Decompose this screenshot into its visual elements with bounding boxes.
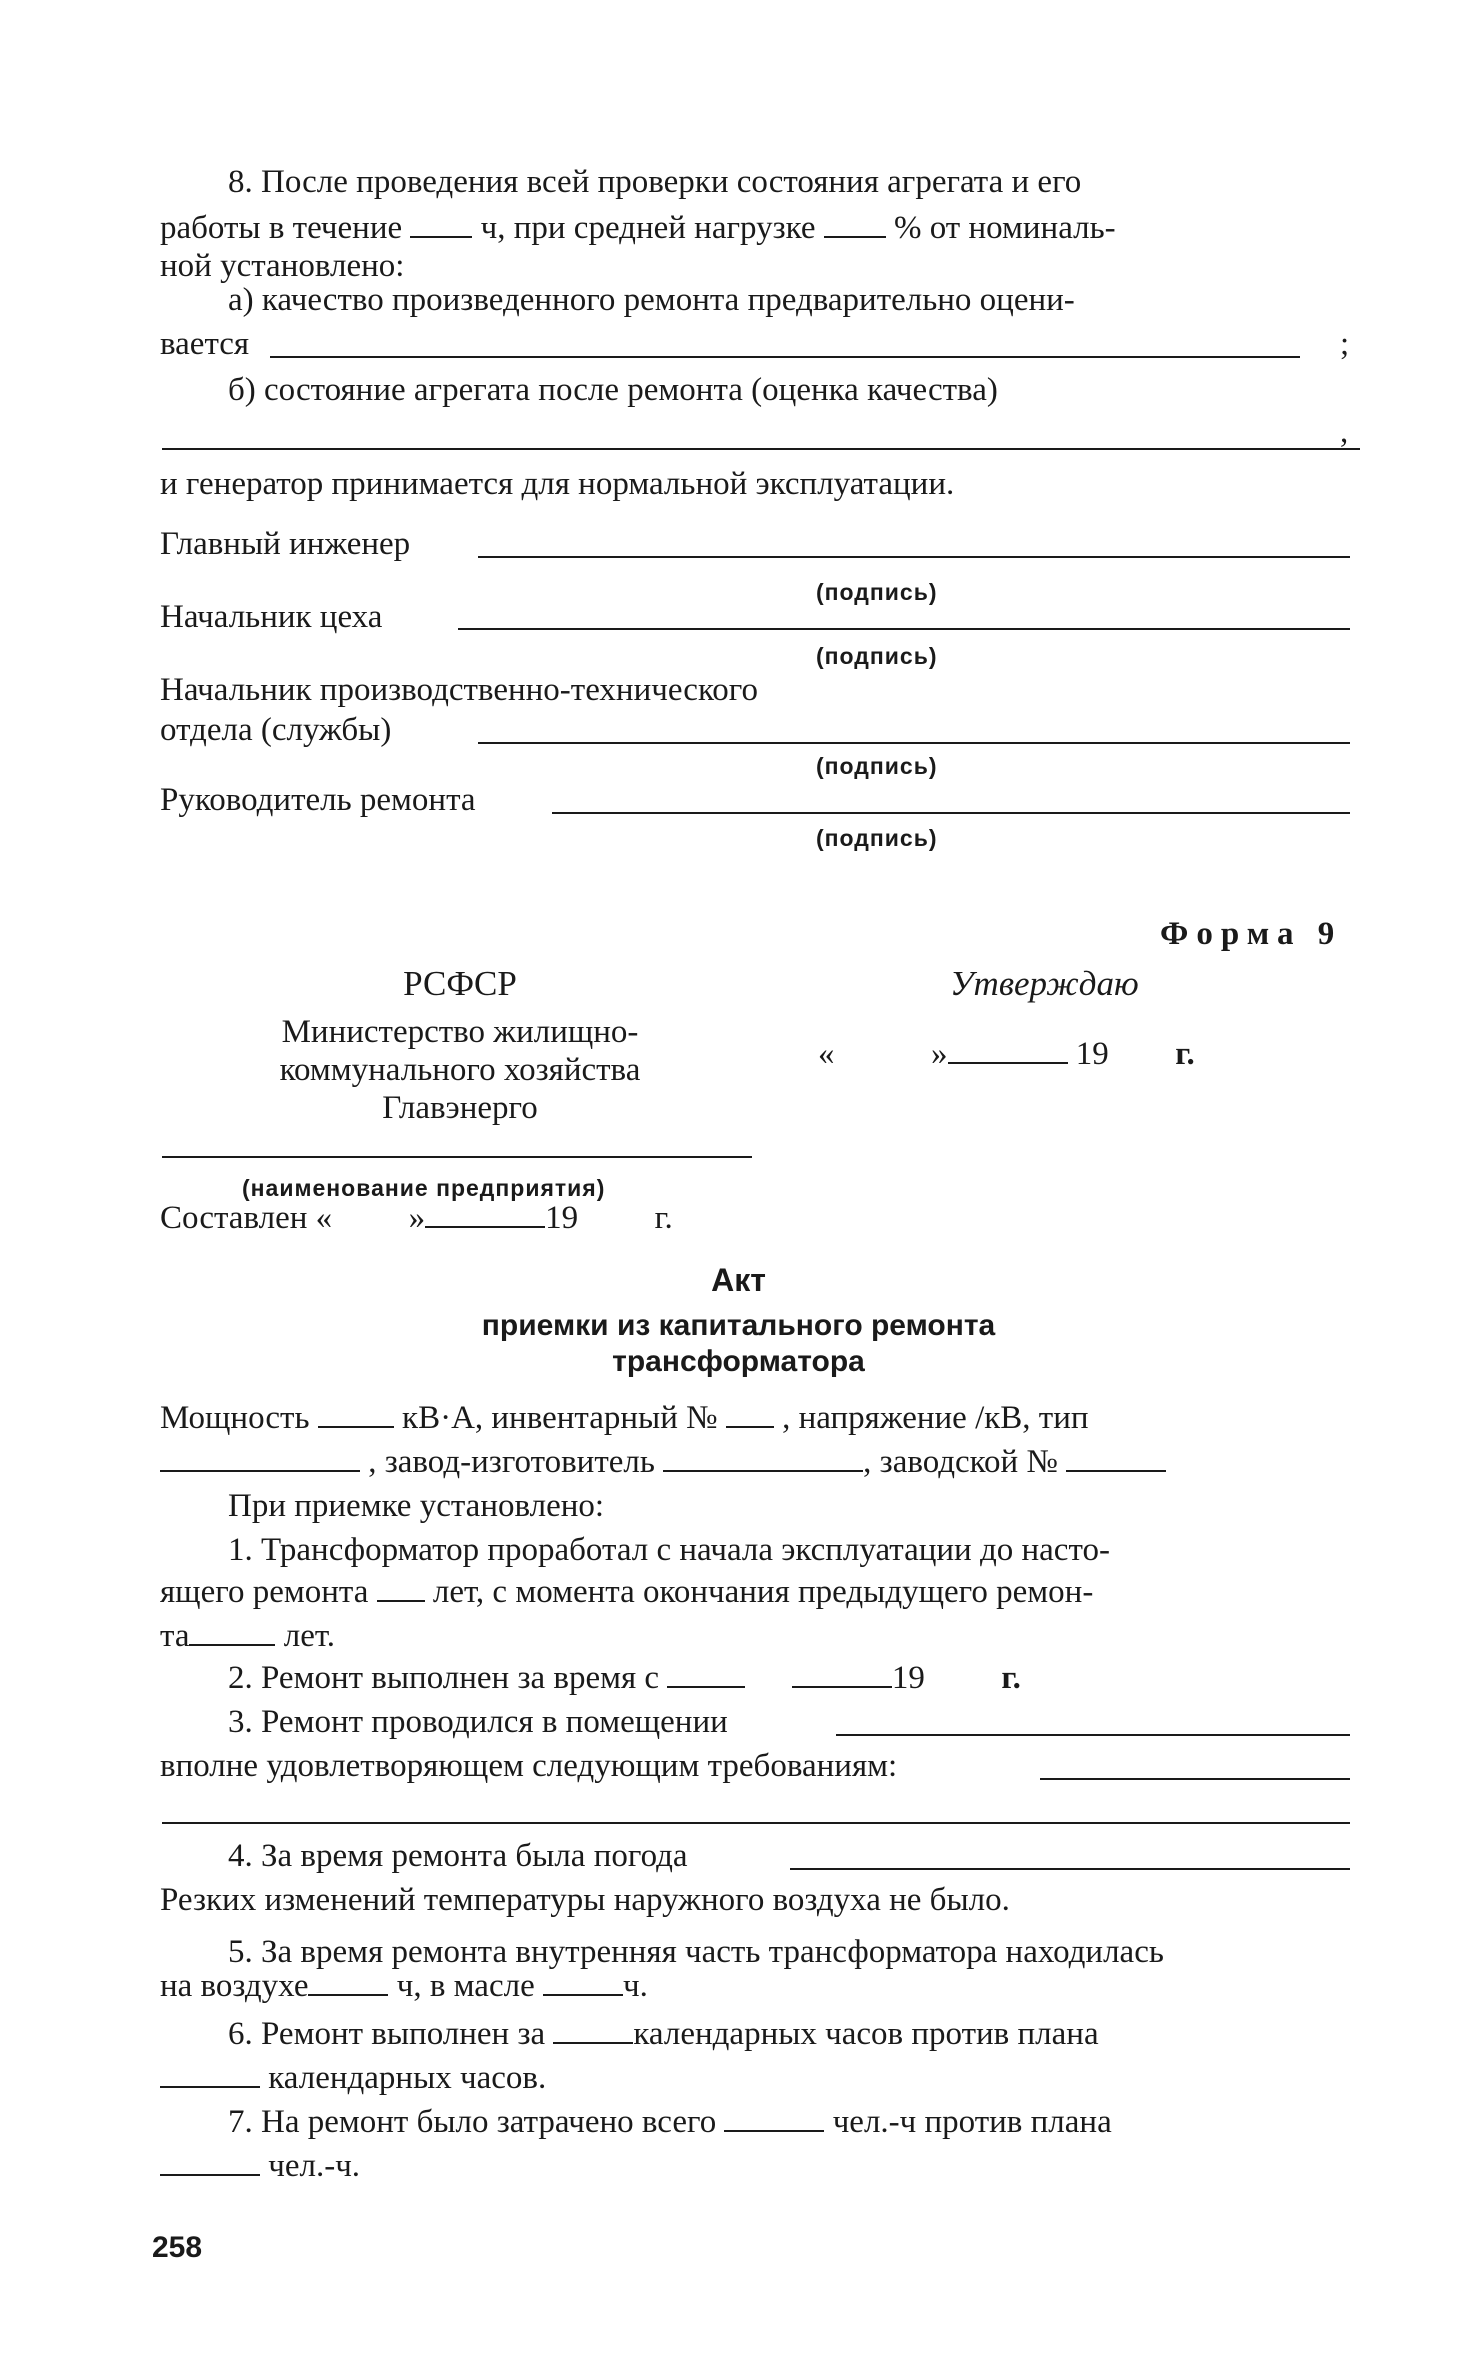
- inventory-no-blank[interactable]: [726, 1396, 774, 1428]
- page-number: 258: [152, 2231, 203, 2264]
- p7-line2: чел.-ч.: [160, 2144, 1357, 2188]
- signature-caption: (подпись): [816, 643, 938, 669]
- form-label: Форма 9: [1160, 916, 1343, 952]
- signature-caption: (подпись): [816, 753, 938, 779]
- shop-head-label: Начальник цеха: [160, 599, 383, 635]
- power-blank[interactable]: [318, 1396, 394, 1428]
- manufacturer-blank[interactable]: [663, 1440, 863, 1472]
- enterprise-name-line[interactable]: [162, 1156, 752, 1158]
- p2-line: 2. Ремонт выполнен за время с 19 г.: [228, 1656, 1357, 1700]
- section8-a-line1: а) качество произведенного ремонта предварительно оцени-: [228, 282, 1075, 318]
- weather-blank[interactable]: [790, 1868, 1350, 1870]
- signature-caption: (подпись): [816, 825, 938, 851]
- p5-line1: 5. За время ремонта внутренняя часть трансформатора находилась: [228, 1934, 1164, 1970]
- p3-requirements-line: вполне удовлетворяющем следующим требованиям:: [160, 1748, 898, 1784]
- repair-end-blank[interactable]: [792, 1656, 892, 1688]
- quality-blank[interactable]: [270, 356, 1300, 358]
- approve-label: Утверждаю: [950, 964, 1139, 1003]
- p6-line: 6. Ремонт выполнен за календарных часов против плана: [228, 2012, 1357, 2056]
- years-since-blank[interactable]: [189, 1614, 275, 1646]
- power-line: Мощность кВ·А, инвентарный № , напряжение /кВ, тип: [160, 1396, 1357, 1440]
- section8-b-line1: б) состояние агрегата после ремонта (оценка качества): [228, 372, 998, 408]
- section8-line3: ной установлено:: [160, 248, 405, 284]
- p3-line: 3. Ремонт проводился в помещении: [228, 1704, 728, 1740]
- established-label: При приемке установлено:: [228, 1488, 605, 1524]
- shop-head-signature-line[interactable]: [458, 628, 1350, 630]
- planned-hours-blank[interactable]: [160, 2056, 260, 2088]
- calendar-hours-blank[interactable]: [553, 2012, 633, 2044]
- chief-engineer-signature-line[interactable]: [478, 556, 1350, 558]
- requirements-blank-2[interactable]: [162, 1822, 1350, 1824]
- air-hours-blank[interactable]: [308, 1964, 388, 1996]
- section8-a-line2: вается: [160, 326, 250, 362]
- org-rsfsr: РСФСР: [403, 964, 517, 1003]
- years-blank[interactable]: [377, 1570, 425, 1602]
- composed-date-blank[interactable]: [425, 1196, 545, 1228]
- section8-line2: работы в течение ч, при средней нагрузке % от номиналь-: [160, 206, 1357, 250]
- requirements-blank[interactable]: [1040, 1778, 1350, 1780]
- p7-line: 7. На ремонт было затрачено всего чел.-ч против плана: [228, 2100, 1357, 2144]
- act-subtitle-line2: трансформатора: [612, 1345, 865, 1378]
- p6-line2: календарных часов.: [160, 2056, 1357, 2100]
- p5-line2: на воздухе ч, в масле ч.: [160, 1964, 1357, 2008]
- p1-line2: ящего ремонта лет, с момента окончания предыдущего ремон-: [160, 1570, 1357, 1614]
- org-ministry-line2: коммунального хозяйства: [279, 1052, 641, 1088]
- repair-head-signature-line[interactable]: [552, 812, 1350, 814]
- section8-conclusion: и генератор принимается для нормальной эксплуатации.: [160, 466, 955, 502]
- oil-hours-blank[interactable]: [543, 1964, 623, 1996]
- org-ministry-line1: Министерство жилищно-: [281, 1014, 639, 1050]
- act-title: Акт: [711, 1262, 766, 1298]
- p1-line1: 1. Трансформатор проработал с начала эксплуатации до насто-: [228, 1532, 1110, 1568]
- chief-engineer-label: Главный инженер: [160, 526, 411, 562]
- manufacturer-line: , завод-изготовитель , заводской №: [160, 1440, 1357, 1484]
- p1-line3: та лет.: [160, 1614, 1357, 1658]
- approve-date: « » 19 г.: [818, 1032, 1195, 1076]
- hours-blank[interactable]: [410, 206, 472, 238]
- man-hours-blank[interactable]: [724, 2100, 824, 2132]
- signature-caption: (подпись): [816, 579, 938, 605]
- semicolon: ;: [1340, 326, 1350, 362]
- type-blank[interactable]: [160, 1440, 360, 1472]
- room-blank[interactable]: [836, 1734, 1350, 1736]
- enterprise-caption: (наименование предприятия): [242, 1175, 606, 1201]
- p4-line: 4. За время ремонта была погода: [228, 1838, 688, 1874]
- ptd-label-line1: Начальник производственно-технического: [160, 672, 759, 708]
- composed-line: Составлен « » 19 г.: [160, 1196, 1357, 1240]
- p4-temperature-line: Резких изменений температуры наружного воздуха не было.: [160, 1882, 1010, 1918]
- approve-date-blank[interactable]: [948, 1032, 1068, 1064]
- factory-no-blank[interactable]: [1066, 1440, 1166, 1472]
- repair-start-blank[interactable]: [667, 1656, 745, 1688]
- section8-line1: 8. После проведения всей проверки состояния агрегата и его: [228, 164, 1082, 200]
- act-subtitle-line1: приемки из капитального ремонта: [481, 1309, 996, 1342]
- planned-man-hours-blank[interactable]: [160, 2144, 260, 2176]
- load-blank[interactable]: [824, 206, 886, 238]
- repair-head-label: Руководитель ремонта: [160, 782, 476, 818]
- ptd-label-line2: отдела (службы): [160, 712, 392, 748]
- org-glavenergo: Главэнерго: [382, 1090, 538, 1126]
- comma: ,: [1340, 414, 1349, 450]
- condition-blank[interactable]: [162, 448, 1360, 450]
